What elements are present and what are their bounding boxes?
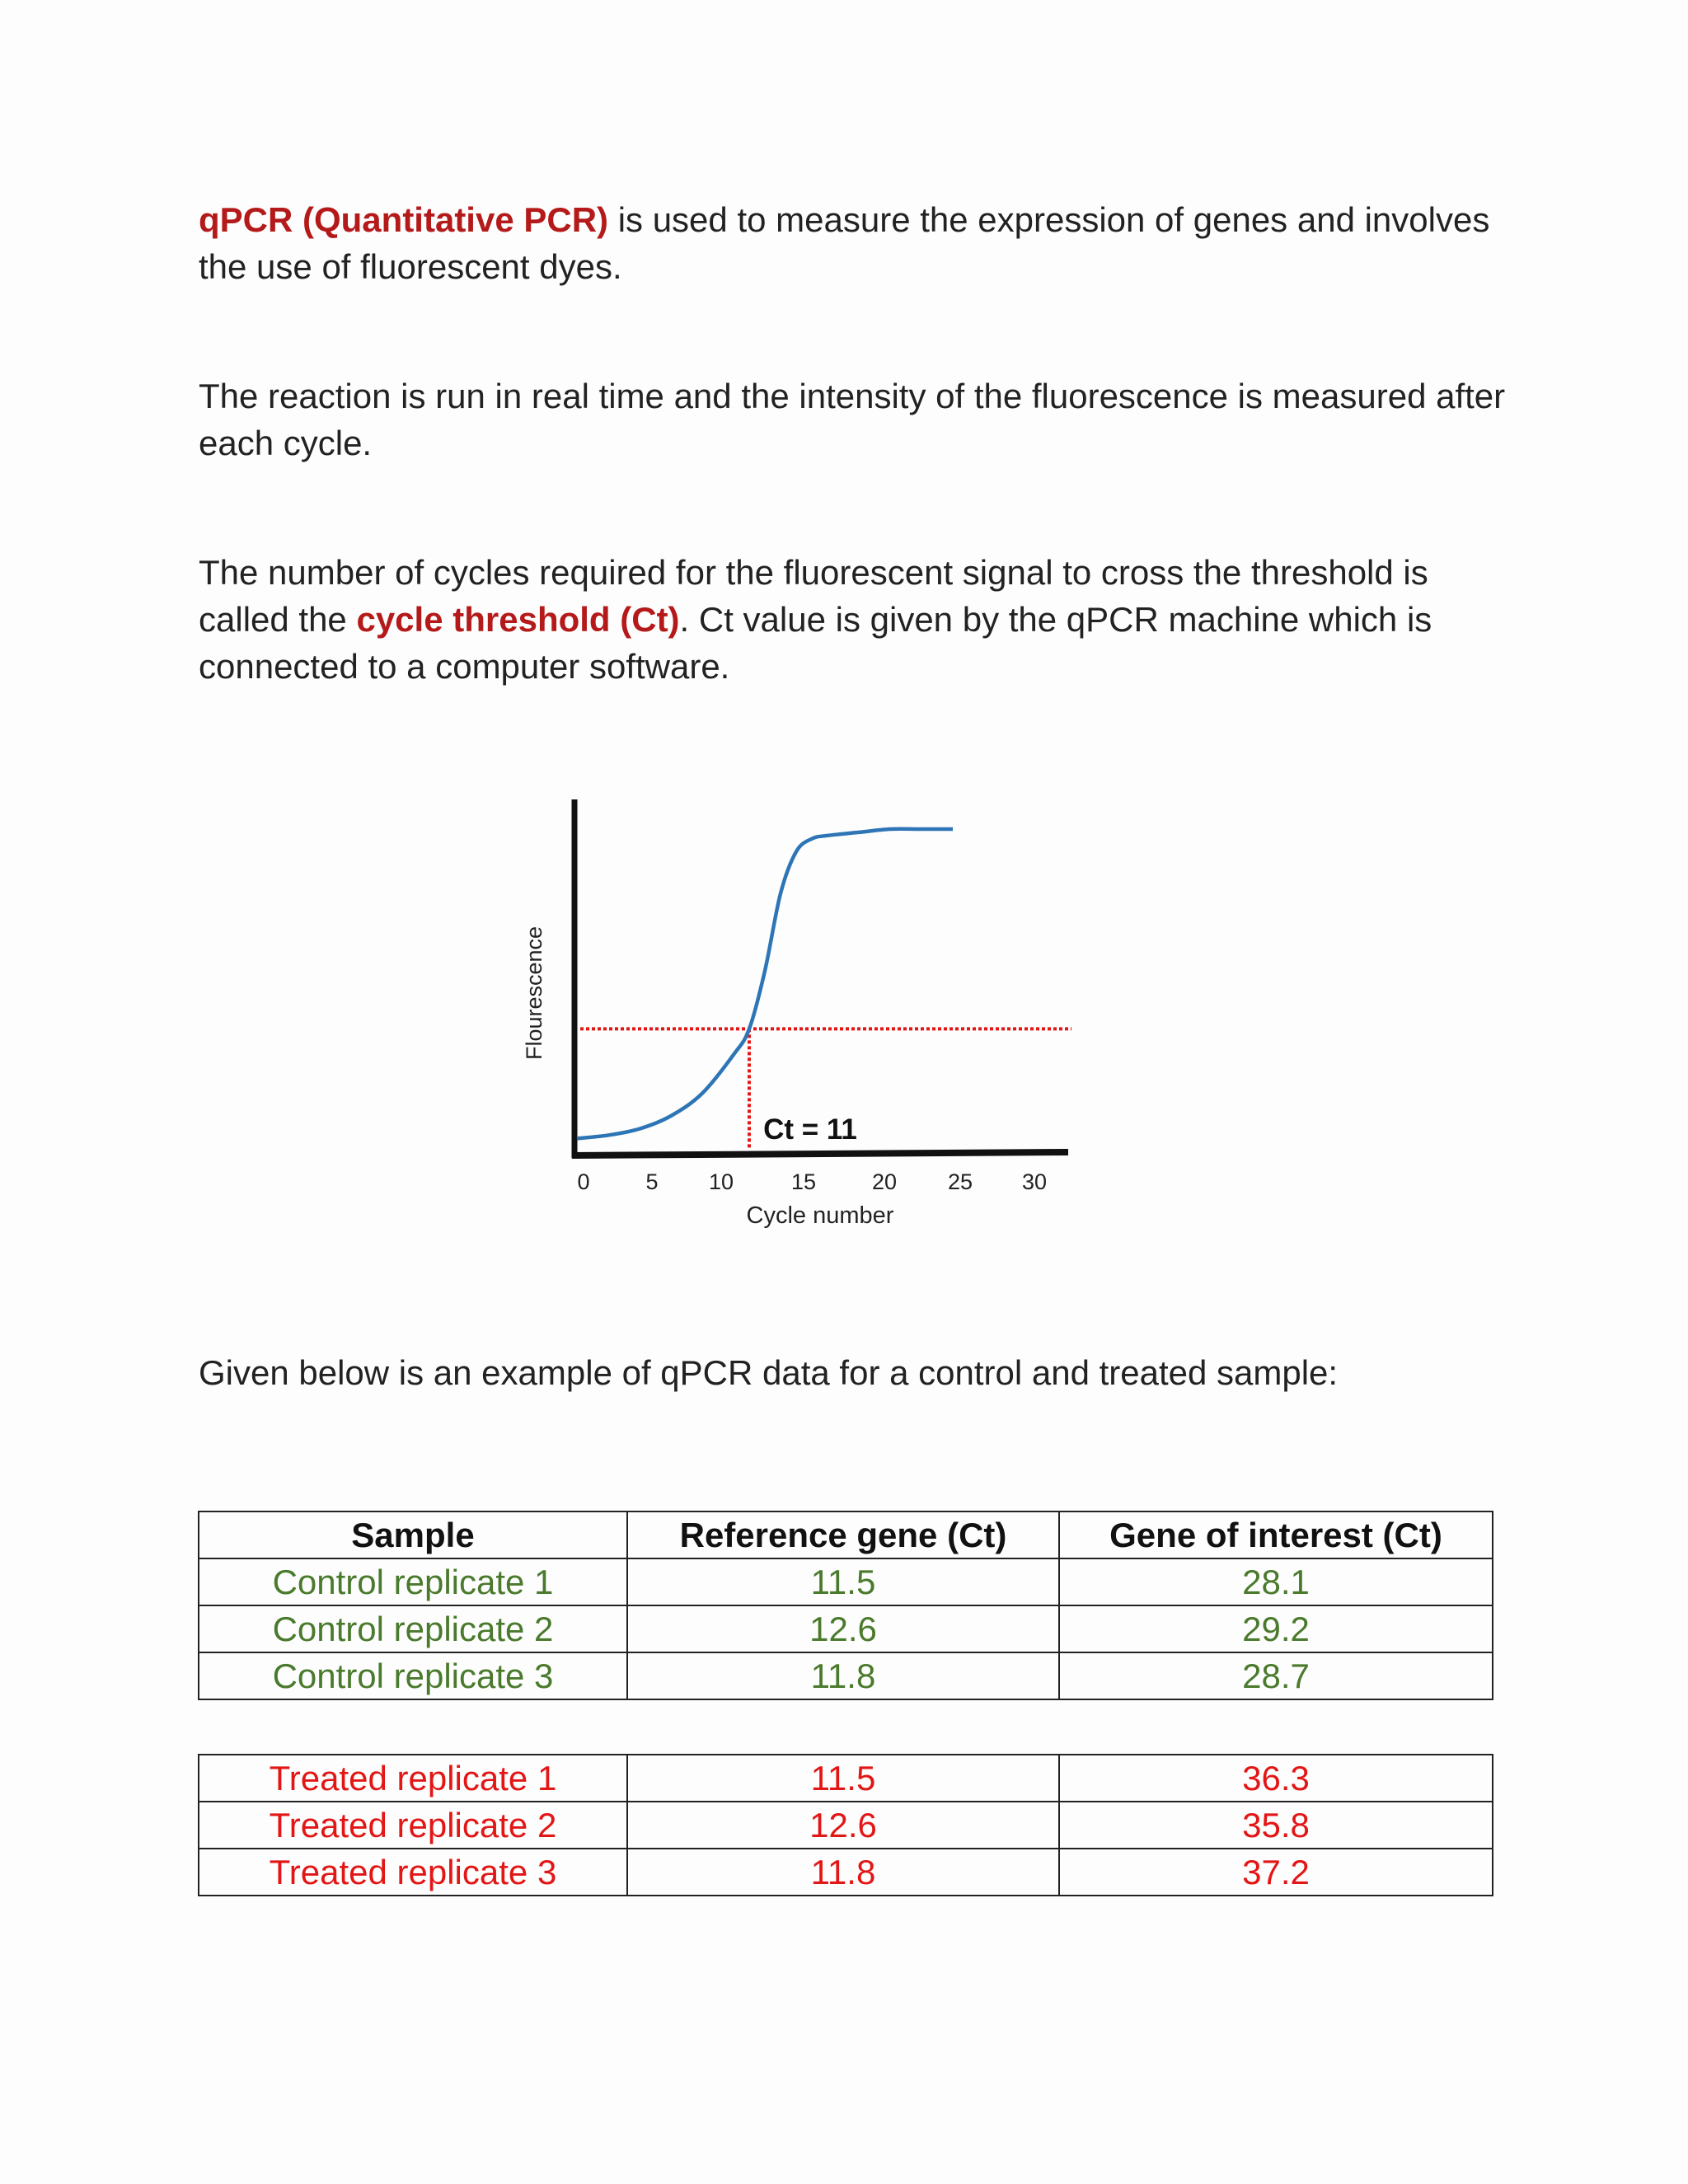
interest-ct-cell: 37.2 bbox=[1059, 1849, 1493, 1896]
intro-paragraph bbox=[199, 196, 1517, 290]
ct-paragraph bbox=[199, 549, 1517, 690]
x-axis-label: Cycle number bbox=[746, 1202, 894, 1229]
reference-ct-cell: 12.6 bbox=[627, 1802, 1059, 1849]
table-row bbox=[199, 1849, 1493, 1896]
qpcr-term: qPCR (Quantitative PCR) bbox=[199, 200, 609, 239]
ct-label: Ct = 11 bbox=[763, 1113, 857, 1146]
table-row bbox=[199, 1558, 1493, 1605]
realtime-paragraph: The reaction is run in real time and the intensity of the fluorescence is measured after each cycle. bbox=[199, 377, 1506, 462]
sample-cell: Control replicate 1 bbox=[199, 1558, 627, 1605]
table-row bbox=[199, 1652, 1493, 1699]
reference-ct-cell: 12.6 bbox=[627, 1605, 1059, 1652]
x-axis bbox=[572, 1152, 1068, 1155]
interest-ct-cell: 35.8 bbox=[1059, 1802, 1493, 1849]
ct-text-after: . Ct value is given by the qPCR machine which is connected to a computer software. bbox=[199, 600, 1432, 686]
table-intro-paragraph: Given below is an example of qPCR data for a control and treated sample: bbox=[199, 1353, 1339, 1392]
ct-term: cycle threshold (Ct) bbox=[356, 600, 680, 639]
table-row bbox=[199, 1605, 1493, 1652]
x-tick-label: 10 bbox=[708, 1169, 734, 1194]
x-tick-label: 25 bbox=[947, 1169, 973, 1194]
header-gene-of-interest: Gene of interest (Ct) bbox=[1059, 1511, 1493, 1558]
reference-ct-cell: 11.5 bbox=[627, 1755, 1059, 1802]
x-tick-label: 5 bbox=[645, 1169, 659, 1194]
interest-ct-cell: 28.7 bbox=[1059, 1652, 1493, 1699]
sample-cell: Treated replicate 1 bbox=[199, 1755, 627, 1802]
amplification-curve-0 bbox=[577, 829, 953, 1139]
intro-text: is used to measure the expression of genes and involves the use of fluorescent dyes. bbox=[199, 200, 1490, 286]
x-tick-label: 0 bbox=[577, 1169, 590, 1194]
reference-ct-cell: 11.5 bbox=[627, 1558, 1059, 1605]
header-reference-gene: Reference gene (Ct) bbox=[627, 1511, 1059, 1558]
control-table bbox=[198, 1511, 1493, 1700]
y-axis-label: Flourescence bbox=[522, 926, 546, 1061]
table-row bbox=[199, 1802, 1493, 1849]
reference-ct-cell: 11.8 bbox=[627, 1652, 1059, 1699]
interest-ct-cell: 28.1 bbox=[1059, 1558, 1493, 1605]
sample-cell: Treated replicate 3 bbox=[199, 1849, 627, 1896]
ct-text-before: The number of cycles required for the fluorescent signal to cross the threshold is called the bbox=[199, 553, 1428, 639]
table-header-row bbox=[199, 1511, 1493, 1558]
interest-ct-cell: 36.3 bbox=[1059, 1755, 1493, 1802]
x-tick-label: 30 bbox=[1021, 1169, 1048, 1194]
header-sample: Sample bbox=[199, 1511, 627, 1558]
treated-table bbox=[198, 1754, 1493, 1896]
sample-cell: Treated replicate 2 bbox=[199, 1802, 627, 1849]
sample-cell: Control replicate 3 bbox=[199, 1652, 627, 1699]
interest-ct-cell: 29.2 bbox=[1059, 1605, 1493, 1652]
x-tick-label: 20 bbox=[871, 1169, 898, 1194]
sample-cell: Control replicate 2 bbox=[199, 1605, 627, 1652]
x-tick-label: 15 bbox=[790, 1169, 817, 1194]
table-row bbox=[199, 1755, 1493, 1802]
reference-ct-cell: 11.8 bbox=[627, 1849, 1059, 1896]
